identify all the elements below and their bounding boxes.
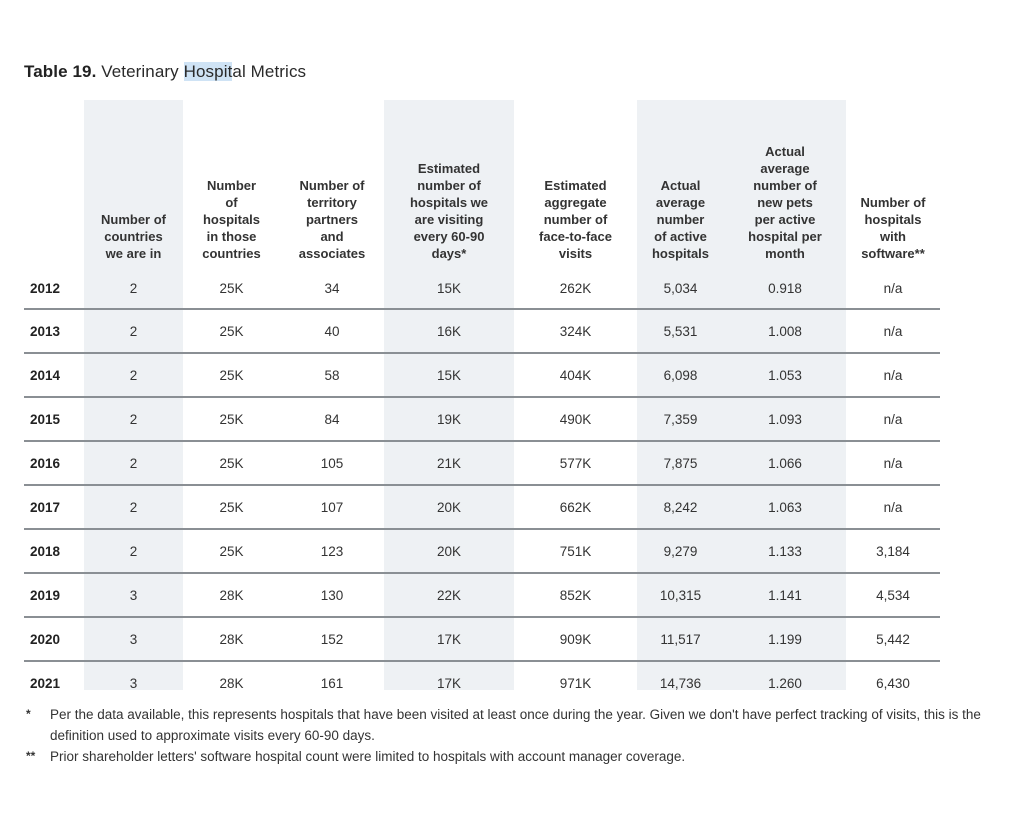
hospitals-header: Number of hospitals in those countries [202, 178, 261, 261]
table-cell: 58 [280, 353, 384, 397]
table-cell: 751K [514, 529, 637, 573]
table-row [24, 268, 940, 309]
table-cell: 15K [384, 353, 514, 397]
active-hospitals-header: Actual average number of active hospitals [651, 178, 710, 261]
table-row [24, 397, 940, 441]
table-cell: 2 [84, 268, 183, 309]
year-cell: 2013 [24, 309, 84, 353]
table-cell: 1.053 [724, 353, 846, 397]
table-cell: 25K [183, 529, 280, 573]
table-cell: 577K [514, 441, 637, 485]
table-cell: 8,242 [637, 485, 724, 529]
software-header: Number of hospitals with software** [860, 195, 926, 261]
table-cell: 15K [384, 268, 514, 309]
countries-header: Number of countries we are in [101, 212, 166, 261]
table-row [24, 661, 940, 704]
table-cell: 1.008 [724, 309, 846, 353]
table-cell: 19K [384, 397, 514, 441]
table-row [24, 529, 940, 573]
visits-header: Estimated aggregate number of face-to-face visits [539, 178, 612, 261]
table-cell: 662K [514, 485, 637, 529]
table-cell: 2 [84, 485, 183, 529]
table-cell: 28K [219, 675, 244, 691]
table-cell: 130 [280, 573, 384, 617]
table-cell: 16K [384, 309, 514, 353]
table-cell: 17K [384, 617, 514, 661]
table-cell: 0.918 [724, 268, 846, 309]
table-cell: 2 [84, 353, 183, 397]
year-cell: 2017 [24, 485, 84, 529]
title-text-before: Veterinary [96, 62, 184, 81]
table-cell: 3 [84, 573, 183, 617]
table-cell: 6,098 [637, 353, 724, 397]
table-cell: 1.199 [724, 617, 846, 661]
table-cell: 40 [280, 309, 384, 353]
table-cell: 105 [280, 441, 384, 485]
table-cell: 25K [183, 353, 280, 397]
table-cell: 2 [84, 529, 183, 573]
table-cell: 107 [280, 485, 384, 529]
table-cell: 7,875 [637, 441, 724, 485]
table-cell: 852K [514, 573, 637, 617]
table-cell: 2 [84, 397, 183, 441]
table-cell: 2 [84, 441, 183, 485]
table-cell: 9,279 [637, 529, 724, 573]
year-cell: 2018 [24, 529, 84, 573]
table-cell: 1.093 [724, 397, 846, 441]
table-cell: 5,034 [637, 268, 724, 309]
year-cell: 2020 [24, 617, 84, 661]
table-cell: 4,534 [846, 573, 940, 617]
table-cell: 2 [84, 309, 183, 353]
table-cell: n/a [846, 268, 940, 309]
footnotes [24, 704, 984, 767]
table-cell: 1.141 [724, 573, 846, 617]
table-cell: 25K [183, 485, 280, 529]
table-cell: 5,442 [846, 617, 940, 661]
table-cell: 10,315 [637, 573, 724, 617]
table-cell: 971K [559, 675, 592, 691]
table-row [24, 441, 940, 485]
table-cell: 1.260 [768, 675, 802, 691]
table-cell: 490K [514, 397, 637, 441]
footnote-text: Prior shareholder letters' software hospital count were limited to hospitals with account manager coverage. [50, 749, 686, 764]
table-cell: 25K [183, 441, 280, 485]
table-cell: 152 [280, 617, 384, 661]
visiting-header: Estimated number of hospitals we are visiting every 60-90 days* [409, 161, 489, 261]
footnote [24, 746, 984, 767]
table-cell: 21K [384, 441, 514, 485]
table-row [24, 309, 940, 353]
table-cell: 28K [183, 617, 280, 661]
table-cell: 3 [129, 675, 138, 691]
year-cell: 2014 [24, 353, 84, 397]
new-pets-header: Actual average number of new pets per active hospital per month [748, 144, 822, 261]
footnote [24, 704, 984, 746]
table-cell: 28K [183, 573, 280, 617]
partners-header: Number of territory partners and associates [298, 178, 366, 261]
year-cell: 2021 [30, 675, 61, 691]
table-row [24, 353, 940, 397]
hospital-metrics-table [24, 100, 940, 704]
title-highlighted-text: Hospit [183, 62, 233, 81]
table-cell: 1.133 [724, 529, 846, 573]
table-cell: n/a [846, 353, 940, 397]
table-cell: n/a [846, 397, 940, 441]
table-row [24, 617, 940, 661]
table-cell: 14,736 [659, 675, 702, 691]
table-cell: 25K [183, 309, 280, 353]
footnote-text: Per the data available, this represents hospitals that have been visited at least once during the year. Given we don't have perfect tracking of visits, this is the definition used to approximate visits every 60-90 days. [50, 707, 981, 743]
table-cell: 5,531 [637, 309, 724, 353]
table-cell: 262K [514, 268, 637, 309]
table-cell: 17K [436, 675, 462, 691]
table-number: Table 19. [24, 62, 97, 81]
year-cell: 2012 [24, 268, 84, 309]
table-cell: 11,517 [637, 617, 724, 661]
table-cell: n/a [846, 441, 940, 485]
title-text-after: al Metrics [232, 62, 307, 81]
table-cell: 25K [183, 397, 280, 441]
table-cell: n/a [846, 485, 940, 529]
footnote-mark: ** [26, 749, 36, 763]
table-cell: 161 [320, 675, 344, 691]
table-cell: 123 [280, 529, 384, 573]
table-cell: 909K [514, 617, 637, 661]
table-row [24, 485, 940, 529]
table-cell: 404K [514, 353, 637, 397]
year-cell: 2016 [24, 441, 84, 485]
table-cell: 20K [384, 485, 514, 529]
table-cell: 34 [280, 268, 384, 309]
table-cell: 324K [514, 309, 637, 353]
table-cell: 3,184 [846, 529, 940, 573]
table-cell: 1.066 [724, 441, 846, 485]
header-row [24, 100, 940, 268]
year-cell: 2019 [24, 573, 84, 617]
table-title [24, 62, 306, 82]
table-cell: 84 [280, 397, 384, 441]
table-cell: 6,430 [876, 675, 910, 691]
table-cell: n/a [846, 309, 940, 353]
footnote-mark: * [26, 707, 31, 721]
year-header [24, 100, 84, 268]
table-row [24, 573, 940, 617]
table-cell: 20K [384, 529, 514, 573]
table-cell: 25K [183, 268, 280, 309]
table-cell: 22K [384, 573, 514, 617]
table-cell: 3 [84, 617, 183, 661]
table-cell: 7,359 [637, 397, 724, 441]
table-cell: 1.063 [724, 485, 846, 529]
year-cell: 2015 [24, 397, 84, 441]
